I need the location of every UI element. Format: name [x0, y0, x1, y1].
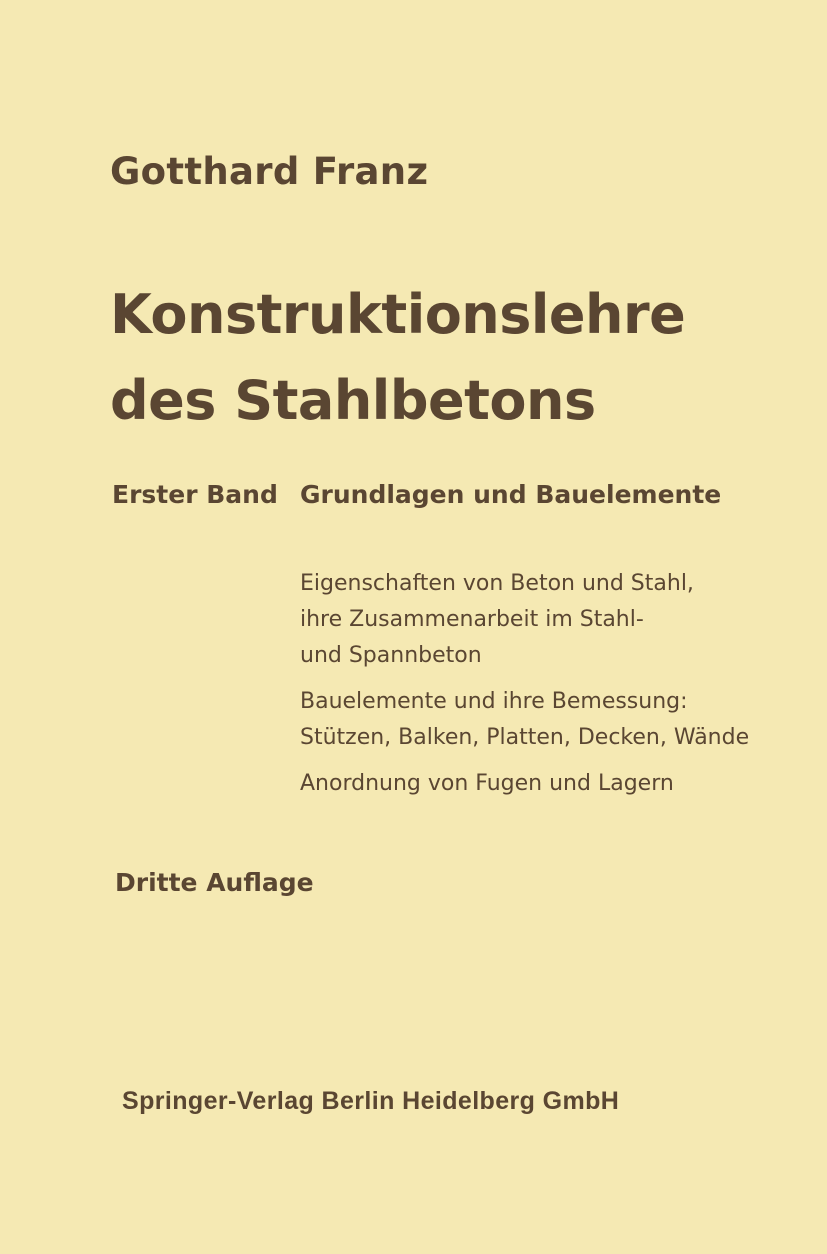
- contents-line: Anordnung von Fugen und Lagern: [300, 771, 674, 796]
- contents-line: Bauelemente und ihre Bemessung:: [300, 689, 688, 714]
- book-title: [110, 272, 685, 444]
- contents-line: Stützen, Balken, Platten, Decken, Wände: [300, 725, 750, 750]
- author-name: Gotthard Franz: [110, 150, 429, 193]
- edition-label: Dritte Auflage: [115, 868, 314, 897]
- contents-group-1: [300, 566, 749, 674]
- publisher-name: Springer-Verlag Berlin Heidelberg GmbH: [122, 1087, 620, 1115]
- title-line-2: des Stahlbetons: [110, 369, 596, 432]
- contents-group-2: [300, 684, 749, 756]
- volume-label: Erster Band: [112, 480, 278, 509]
- contents-line: ihre Zusammenarbeit im Stahl-: [300, 607, 644, 632]
- title-line-1: Konstruktionslehre: [110, 283, 686, 346]
- contents-summary: [300, 566, 749, 812]
- volume-subtitle: Grundlagen und Bauelemente: [300, 480, 722, 509]
- contents-line: und Spannbeton: [300, 643, 482, 668]
- contents-group-3: [300, 766, 749, 802]
- contents-line: Eigenschaften von Beton und Stahl,: [300, 571, 694, 596]
